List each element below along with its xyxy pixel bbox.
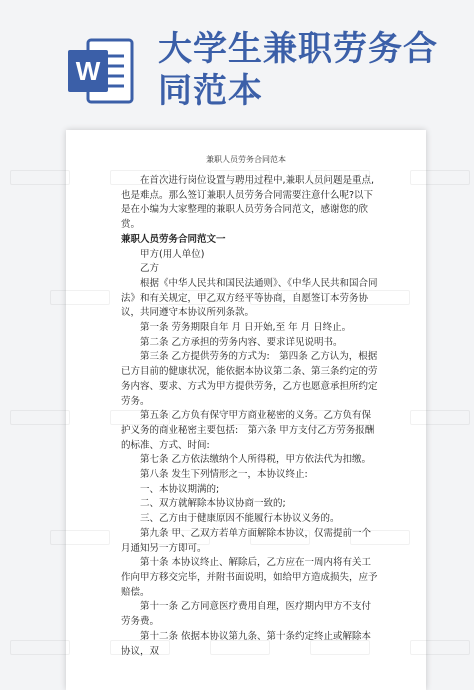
document-title: 兼职人员劳务合同范本	[206, 155, 286, 164]
watermark-tile	[410, 170, 470, 185]
clause-8-item-3: 三、乙方由于健康原因不能履行本协议义务的。	[140, 513, 340, 525]
watermark-tile	[10, 410, 70, 425]
watermark-tile	[310, 410, 370, 425]
intro-paragraph: 在首次进行岗位设置与聘用过程中,兼职人员问题是重点,也是难点。那么签订兼职人员劳务合同需要注意什么呢?以下是在小编为大家整理的兼职人员劳务合同范文，感谢您的欣赏。	[121, 175, 375, 231]
clause-12: 第十二条 依据本协议第九条、第十条约定终止或解除本协议，双	[121, 630, 372, 657]
watermark-tile	[250, 530, 310, 545]
watermark-tile	[210, 640, 270, 655]
page-header	[0, 0, 474, 120]
clause-3-4: 第三条 乙方提供劳务的方式为: 第四条 乙方认为，根据已方目前的健康状况，能依据本协议第二条、第三条约定的劳务内容、要求、方式为甲方提供劳务，乙方也愿意承担所约定劳务。	[121, 351, 378, 407]
watermark-tile	[110, 170, 170, 185]
watermark-tile	[350, 530, 410, 545]
clause-9: 第九条 甲、乙双方若单方面解除本协议，仅需提前一个月通知另一方即可。	[121, 527, 372, 554]
clause-2: 第二条 乙方承担的劳务内容、要求详见说明书。	[140, 336, 343, 348]
clause-8-item-2: 二、双方就解除本协议协商一致的;	[140, 498, 286, 510]
page-title	[158, 28, 458, 112]
word-doc-icon	[66, 36, 136, 106]
clause-11: 第十一条 乙方同意医疗费用自理，医疗期内甲方不支付劳务费。	[121, 601, 372, 628]
watermark-tile	[250, 290, 310, 305]
party-b-line: 乙方	[140, 263, 160, 275]
watermark-tile	[10, 640, 70, 655]
title-line-2: 同范本	[158, 71, 263, 111]
watermark-tile	[210, 410, 270, 425]
watermark-tile	[410, 640, 470, 655]
watermark-tile	[150, 530, 210, 545]
watermark-tile	[150, 290, 210, 305]
watermark-tile	[50, 290, 110, 305]
clause-10: 第十条 本协议终止、解除后，乙方应在一周内将有关工作向甲方移交完毕，并附书面说明，如给甲方造成损失，应予赔偿。	[121, 557, 378, 598]
watermark-tile	[310, 170, 370, 185]
word-letter: W	[75, 56, 101, 86]
title-line-1: 大学生兼职劳务合	[158, 29, 438, 69]
clause-8-item-1: 一、本协议期满的;	[140, 483, 220, 495]
watermark-tile	[310, 640, 370, 655]
clause-5-6: 第五条 乙方负有保守甲方商业秘密的义务。乙方负有保护义务的商业秘密主要包括: 第六条 甲方支付乙方劳务报酬的标准、方式、时间:	[121, 410, 375, 451]
watermark-tile	[410, 410, 470, 425]
watermark-tile	[110, 640, 170, 655]
watermark-tile	[50, 530, 110, 545]
watermark-tile	[210, 170, 270, 185]
watermark-tile	[10, 170, 70, 185]
watermark-tile	[350, 290, 410, 305]
party-a-line: 甲方(用人单位)	[140, 248, 205, 260]
watermark-tile	[110, 410, 170, 425]
clause-8: 第八条 发生下列情形之一，本协议终止:	[140, 469, 308, 481]
clause-1: 第一条 劳务期限自年 月 日开始,至 年 月 日终止。	[140, 322, 352, 334]
section-heading: 兼职人员劳务合同范文一	[121, 233, 226, 245]
legal-basis-paragraph: 根据《中华人民共和国民法通则》、《中华人民共和国合同法》和有关规定，甲乙双方经平等协商，自愿签订本劳务协议，共同遵守本协议所列条款。	[121, 277, 378, 319]
clause-7: 第七条 乙方依法缴纳个人所得税，甲方依法代为扣缴。	[140, 454, 372, 466]
